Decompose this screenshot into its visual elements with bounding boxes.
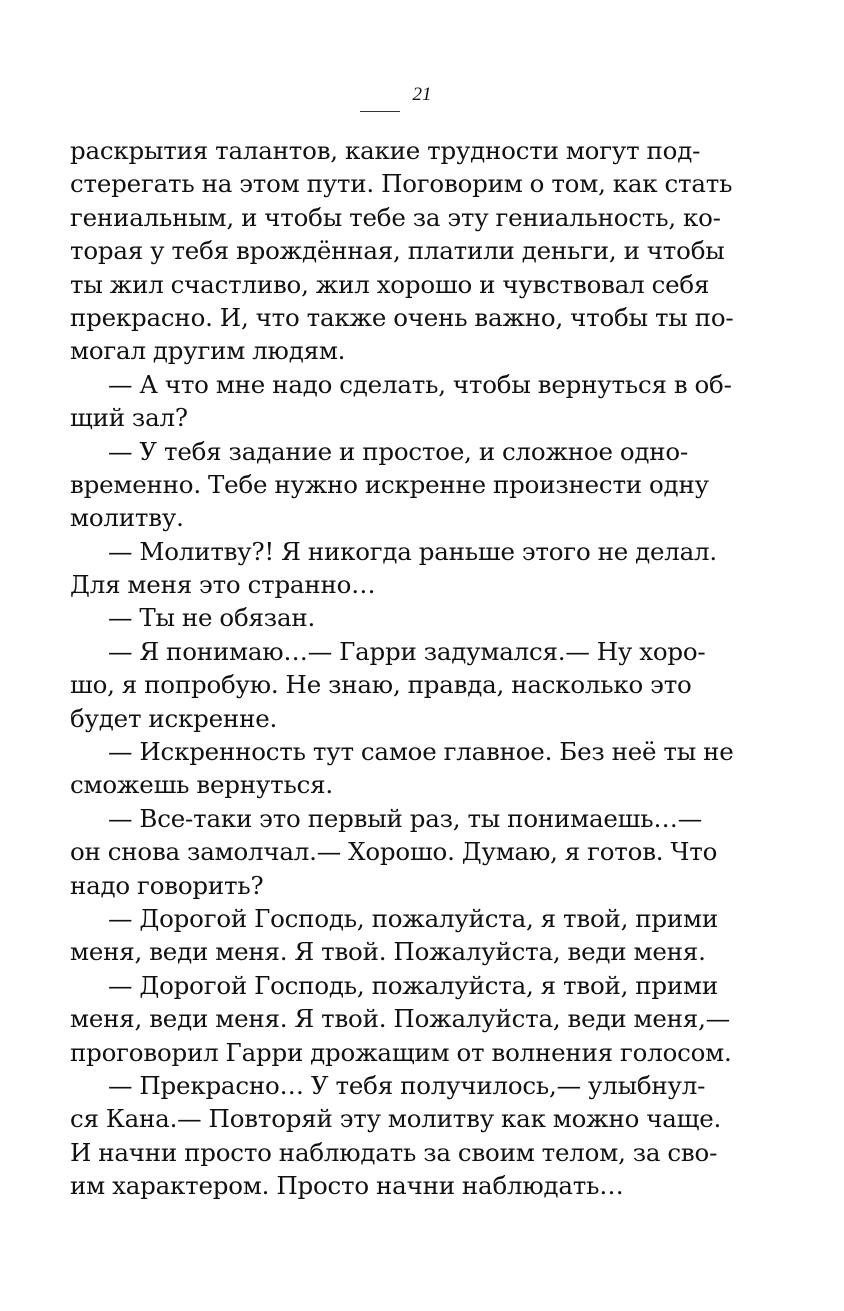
text-line: — У тебя задание и простое, и сложное одно- bbox=[108, 436, 689, 466]
text-line: молитву. bbox=[70, 503, 184, 533]
text-line: меня, веди меня. Я твой. Пожалуйста, веди меня. bbox=[70, 937, 706, 967]
text-line: И начни просто наблюдать за своим телом, за сво- bbox=[70, 1137, 718, 1167]
text-line: надо говорить? bbox=[70, 870, 264, 900]
text-line: — Все-таки это первый раз, ты понимаешь…— bbox=[108, 803, 703, 833]
text-line: — Дорогой Господь, пожалуйста, я твой, прими bbox=[108, 903, 719, 933]
text-line: ты жил счастливо, жил хорошо и чувствовал себя bbox=[70, 269, 710, 299]
text-line: — Искренность тут самое главное. Без неё ты не bbox=[108, 737, 734, 767]
page-number-rule bbox=[360, 111, 400, 112]
text-line: — Молитву?! Я никогда раньше этого не делал. bbox=[108, 536, 718, 566]
text-line: меня, веди меня. Я твой. Пожалуйста, веди меня,— bbox=[70, 1004, 730, 1034]
text-line: стерегать на этом пути. Поговорим о том, как стать bbox=[70, 169, 733, 199]
text-line: он снова замолчал.— Хорошо. Думаю, я готов. Что bbox=[70, 837, 718, 867]
text-line: проговорил Гарри дрожащим от волнения голосом. bbox=[70, 1037, 732, 1067]
text-line: — А что мне надо сделать, чтобы вернуться в об- bbox=[108, 369, 732, 399]
text-line: могал другим людям. bbox=[70, 336, 346, 366]
text-line: сможешь вернуться. bbox=[70, 770, 333, 800]
text-line: — Я понимаю…— Гарри задумался.— Ну хоро- bbox=[108, 636, 706, 666]
page-number: 21 bbox=[412, 84, 432, 105]
text-line: гениальным, и чтобы тебе за эту гениальность, ко- bbox=[70, 202, 721, 232]
text-line: будет искренне. bbox=[70, 703, 278, 733]
text-line: им характером. Просто начни наблюдать… bbox=[70, 1171, 624, 1201]
text-line: торая у тебя врождённая, платили деньги, и чтобы bbox=[70, 236, 725, 266]
text-line: щий зал? bbox=[70, 403, 188, 433]
text-line: ся Кана.— Повторяй эту молитву как можно чаще. bbox=[70, 1104, 722, 1134]
text-line: шо, я попробую. Не знаю, правда, насколько это bbox=[70, 670, 692, 700]
text-line: Для меня это странно… bbox=[70, 570, 376, 600]
text-line: — Дорогой Господь, пожалуйста, я твой, прими bbox=[108, 970, 719, 1000]
text-line: — Ты не обязан. bbox=[108, 603, 316, 633]
text-line: раскрытия талантов, какие трудности могут под- bbox=[70, 136, 701, 165]
body-text bbox=[70, 134, 734, 1203]
text-line: — Прекрасно… У тебя получилось,— улыбнул- bbox=[108, 1070, 706, 1100]
text-line: прекрасно. И, что также очень важно, чтобы ты по- bbox=[70, 302, 734, 332]
text-line: временно. Тебе нужно искренне произнести одну bbox=[70, 469, 709, 499]
